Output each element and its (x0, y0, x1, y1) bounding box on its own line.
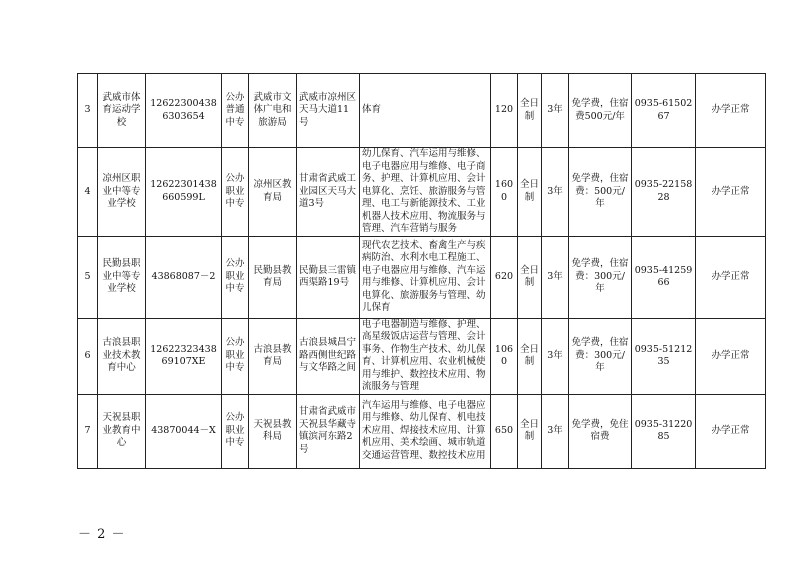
majors-cell: 汽车运用与维修、电子电器应用与维修、幼儿保育、机电技术应用、焊接技术应用、计算机应用、美术绘画、城市轨道交通运营管理、数控技术应用 (360, 394, 491, 468)
table-row (78, 148, 766, 237)
phone-cell: 0935-6150267 (632, 74, 696, 148)
address-cell: 古浪县城昌宁路西侧世纪路与文华路之间 (297, 318, 360, 394)
school-name-cell: 古浪县职业技术教育中心 (98, 318, 146, 394)
credit-code-cell: 12622301438660599L (146, 148, 222, 237)
credit-code-cell: 126223004386303654 (146, 74, 222, 148)
school-type-cell: 公办职业中专 (222, 318, 249, 394)
enrollment-scale-cell: 120 (491, 74, 518, 148)
duration-cell: 3年 (542, 74, 569, 148)
school-roster-table (77, 73, 766, 469)
study-mode-cell: 全日制 (518, 318, 542, 394)
enrollment-scale-cell: 650 (491, 394, 518, 468)
study-mode-cell: 全日制 (518, 236, 542, 318)
authority-cell: 民勤县教育局 (249, 236, 297, 318)
school-type-cell: 公办职业中专 (222, 394, 249, 468)
school-name-cell: 武威市体育运动学校 (98, 74, 146, 148)
credit-code-cell: 1262232343869107XE (146, 318, 222, 394)
school-type-cell: 公办职业中专 (222, 236, 249, 318)
school-name-cell: 天祝县职业教育中心 (98, 394, 146, 468)
authority-cell: 武威市文体广电和旅游局 (249, 74, 297, 148)
row-number-cell: 6 (78, 318, 98, 394)
status-cell: 办学正常 (696, 74, 766, 148)
duration-cell: 3年 (542, 148, 569, 237)
credit-code-cell: 43870044－X (146, 394, 222, 468)
majors-cell: 电子电器制造与维修、护理、高星级饭店运营与管理、会计事务、作物生产技术、幼儿保育、计算机应用、农业机械使用与维护、数控技术应用、物流服务与管理 (360, 318, 491, 394)
study-mode-cell: 全日制 (518, 148, 542, 237)
fees-cell: 免学费，住宿费：300元/年 (569, 236, 632, 318)
fees-cell: 免学费，住宿费：300元/年 (569, 318, 632, 394)
majors-cell: 现代农艺技术、畜禽生产与疾病防治、水利水电工程施工、电子电器应用与维修、汽车运用与维修、计算机应用、会计电算化、旅游服务与管理、幼儿保育 (360, 236, 491, 318)
phone-cell: 0935-4125966 (632, 236, 696, 318)
majors-cell: 体育 (360, 74, 491, 148)
school-type-cell: 公办普通中专 (222, 74, 249, 148)
authority-cell: 天祝县教科局 (249, 394, 297, 468)
row-number-cell: 4 (78, 148, 98, 237)
status-cell: 办学正常 (696, 148, 766, 237)
majors-cell: 幼儿保育、汽车运用与维修、电子电器应用与维修、电子商务、护理、计算机应用、会计电算化、烹饪、旅游服务与管理、电工与新能源技术、工业机器人技术应用、物流服务与管理、汽车营销与服务 (360, 148, 491, 237)
row-number-cell: 3 (78, 74, 98, 148)
credit-code-cell: 43868087－2 (146, 236, 222, 318)
study-mode-cell: 全日制 (518, 394, 542, 468)
authority-cell: 凉州区教育局 (249, 148, 297, 237)
status-cell: 办学正常 (696, 394, 766, 468)
school-name-cell: 民勤县职业中等专业学校 (98, 236, 146, 318)
fees-cell: 免学费，住宿费：500元/年 (569, 148, 632, 237)
duration-cell: 3年 (542, 318, 569, 394)
duration-cell: 3年 (542, 394, 569, 468)
status-cell: 办学正常 (696, 318, 766, 394)
address-cell: 甘肃省武威工业园区天马大道3号 (297, 148, 360, 237)
enrollment-scale-cell: 1060 (491, 318, 518, 394)
school-type-cell: 公办职业中专 (222, 148, 249, 237)
table-row (78, 318, 766, 394)
row-number-cell: 7 (78, 394, 98, 468)
duration-cell: 3年 (542, 236, 569, 318)
address-cell: 甘肃省武威市天祝县华藏寺镇滨河东路2号 (297, 394, 360, 468)
row-number-cell: 5 (78, 236, 98, 318)
enrollment-scale-cell: 620 (491, 236, 518, 318)
address-cell: 民勤县三雷镇西渠路19号 (297, 236, 360, 318)
page-number: － 2 － (78, 527, 126, 542)
enrollment-scale-cell: 1600 (491, 148, 518, 237)
phone-cell: 0935-5121235 (632, 318, 696, 394)
table-row (78, 236, 766, 318)
school-name-cell: 凉州区职业中等专业学校 (98, 148, 146, 237)
phone-cell: 0935-3122085 (632, 394, 696, 468)
address-cell: 武威市凉州区天马大道11号 (297, 74, 360, 148)
fees-cell: 免学费，免住宿费 (569, 394, 632, 468)
phone-cell: 0935-2215828 (632, 148, 696, 237)
table-row (78, 74, 766, 148)
authority-cell: 古浪县教育局 (249, 318, 297, 394)
study-mode-cell: 全日制 (518, 74, 542, 148)
table-row (78, 394, 766, 468)
fees-cell: 免学费，住宿费500元/年 (569, 74, 632, 148)
status-cell: 办学正常 (696, 236, 766, 318)
